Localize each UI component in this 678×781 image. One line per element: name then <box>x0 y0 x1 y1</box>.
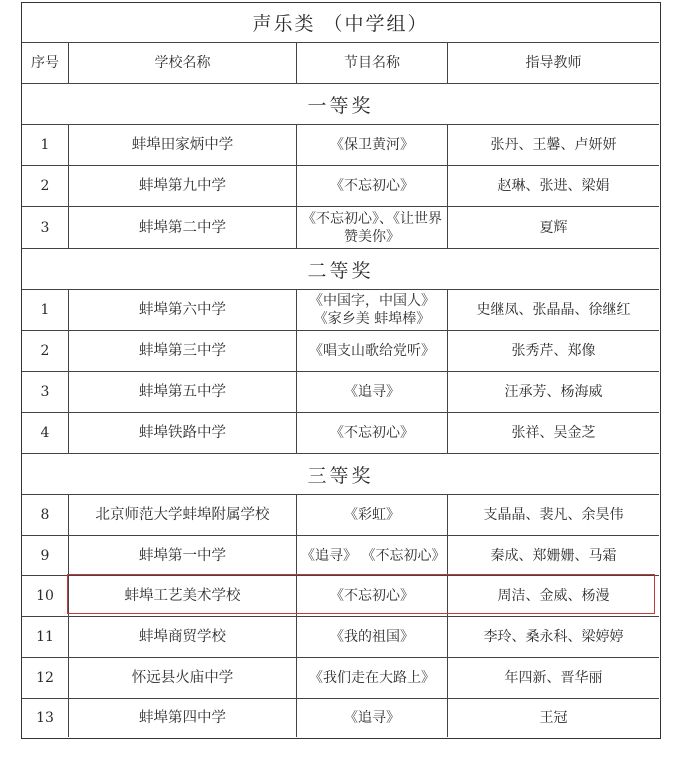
row-teacher: 张秀芹、郑像 <box>511 343 596 359</box>
row-no: 8 <box>22 495 69 535</box>
table-row <box>22 658 659 699</box>
row-program: 《追寻》 <box>297 372 448 412</box>
row-no: 4 <box>22 413 69 453</box>
table-row-highlighted <box>22 576 659 617</box>
table-title: 声乐类 （中学组） <box>22 3 659 43</box>
table-row <box>22 125 659 166</box>
row-program: 《不忘初心》 <box>297 576 448 616</box>
row-teacher: 夏辉 <box>539 219 568 236</box>
table-row <box>22 372 659 413</box>
row-no: 2 <box>22 331 69 371</box>
row-no: 9 <box>22 536 69 575</box>
row-program: 《唱支山歌给党听》 <box>297 331 448 371</box>
table-row <box>22 290 659 331</box>
table-row <box>22 617 659 658</box>
row-no: 10 <box>22 576 69 616</box>
section-third-prize: 三等奖 <box>22 454 659 495</box>
row-no: 3 <box>22 372 69 412</box>
row-no: 1 <box>22 290 69 330</box>
row-school: 蚌埠第三中学 <box>69 331 297 371</box>
table-row <box>22 495 659 536</box>
header-no: 序号 <box>22 43 69 83</box>
header-program: 节目名称 <box>297 43 448 83</box>
row-school: 蚌埠第六中学 <box>69 290 297 330</box>
row-teacher: 王冠 <box>539 710 568 726</box>
header-row <box>22 43 659 84</box>
row-teacher: 张丹、王馨、卢妍妍 <box>490 137 617 153</box>
table-row <box>22 331 659 372</box>
table-row <box>22 413 659 454</box>
award-table <box>21 2 661 739</box>
row-school: 北京师范大学蚌埠附属学校 <box>69 495 297 535</box>
row-program: 《彩虹》 <box>297 495 448 535</box>
row-school: 蚌埠铁路中学 <box>69 413 297 453</box>
row-no: 13 <box>22 699 69 737</box>
table-row <box>22 699 659 737</box>
row-no: 3 <box>22 207 69 248</box>
row-school: 蚌埠田家炳中学 <box>69 125 297 165</box>
row-school: 怀远县火庙中学 <box>69 658 297 698</box>
row-no: 1 <box>22 125 69 165</box>
row-teacher: 周洁、金威、杨漫 <box>497 588 610 604</box>
row-program: 《我的祖国》 <box>297 617 448 657</box>
row-program: 《不忘初心》、《让世界赞美你》 <box>297 207 448 248</box>
row-no: 12 <box>22 658 69 698</box>
row-teacher: 支晶晶、裴凡、余昊伟 <box>483 507 624 523</box>
row-school: 蚌埠第五中学 <box>69 372 297 412</box>
row-program: 《保卫黄河》 <box>297 125 448 165</box>
row-school: 蚌埠第四中学 <box>69 699 297 737</box>
row-no: 2 <box>22 166 69 206</box>
table-row <box>22 207 659 249</box>
table-row <box>22 536 659 576</box>
row-teacher: 年四新、晋华丽 <box>504 670 603 686</box>
row-program: 《追寻》 <box>297 699 448 737</box>
section-first-prize: 一等奖 <box>22 84 659 125</box>
row-teacher: 张祥、吴金芝 <box>511 425 596 441</box>
row-school: 蚌埠第二中学 <box>69 207 297 248</box>
row-teacher: 史继凤、张晶晶、徐继红 <box>476 302 631 318</box>
row-no: 11 <box>22 617 69 657</box>
row-program: 《我们走在大路上》 <box>297 658 448 698</box>
row-program: 《不忘初心》 <box>297 413 448 453</box>
header-teacher: 指导教师 <box>525 55 582 71</box>
row-teacher: 秦成、郑姗姗、马霜 <box>490 547 617 564</box>
section-second-prize: 二等奖 <box>22 249 659 290</box>
row-school: 蚌埠第九中学 <box>69 166 297 206</box>
row-program: 《中国字，中国人》《家乡美 蚌埠棒》 <box>297 290 448 330</box>
row-teacher: 李玲、桑永科、梁婷婷 <box>483 629 624 645</box>
row-teacher: 汪承芳、杨海威 <box>504 384 603 400</box>
row-teacher: 赵琳、张进、梁娟 <box>497 178 610 194</box>
row-school: 蚌埠第一中学 <box>69 536 297 575</box>
row-school: 蚌埠商贸学校 <box>69 617 297 657</box>
row-program: 《不忘初心》 <box>297 166 448 206</box>
row-program: 《追寻》 《不忘初心》 <box>297 536 448 575</box>
header-school: 学校名称 <box>69 43 297 83</box>
row-school: 蚌埠工艺美术学校 <box>69 576 297 616</box>
table-row <box>22 166 659 207</box>
